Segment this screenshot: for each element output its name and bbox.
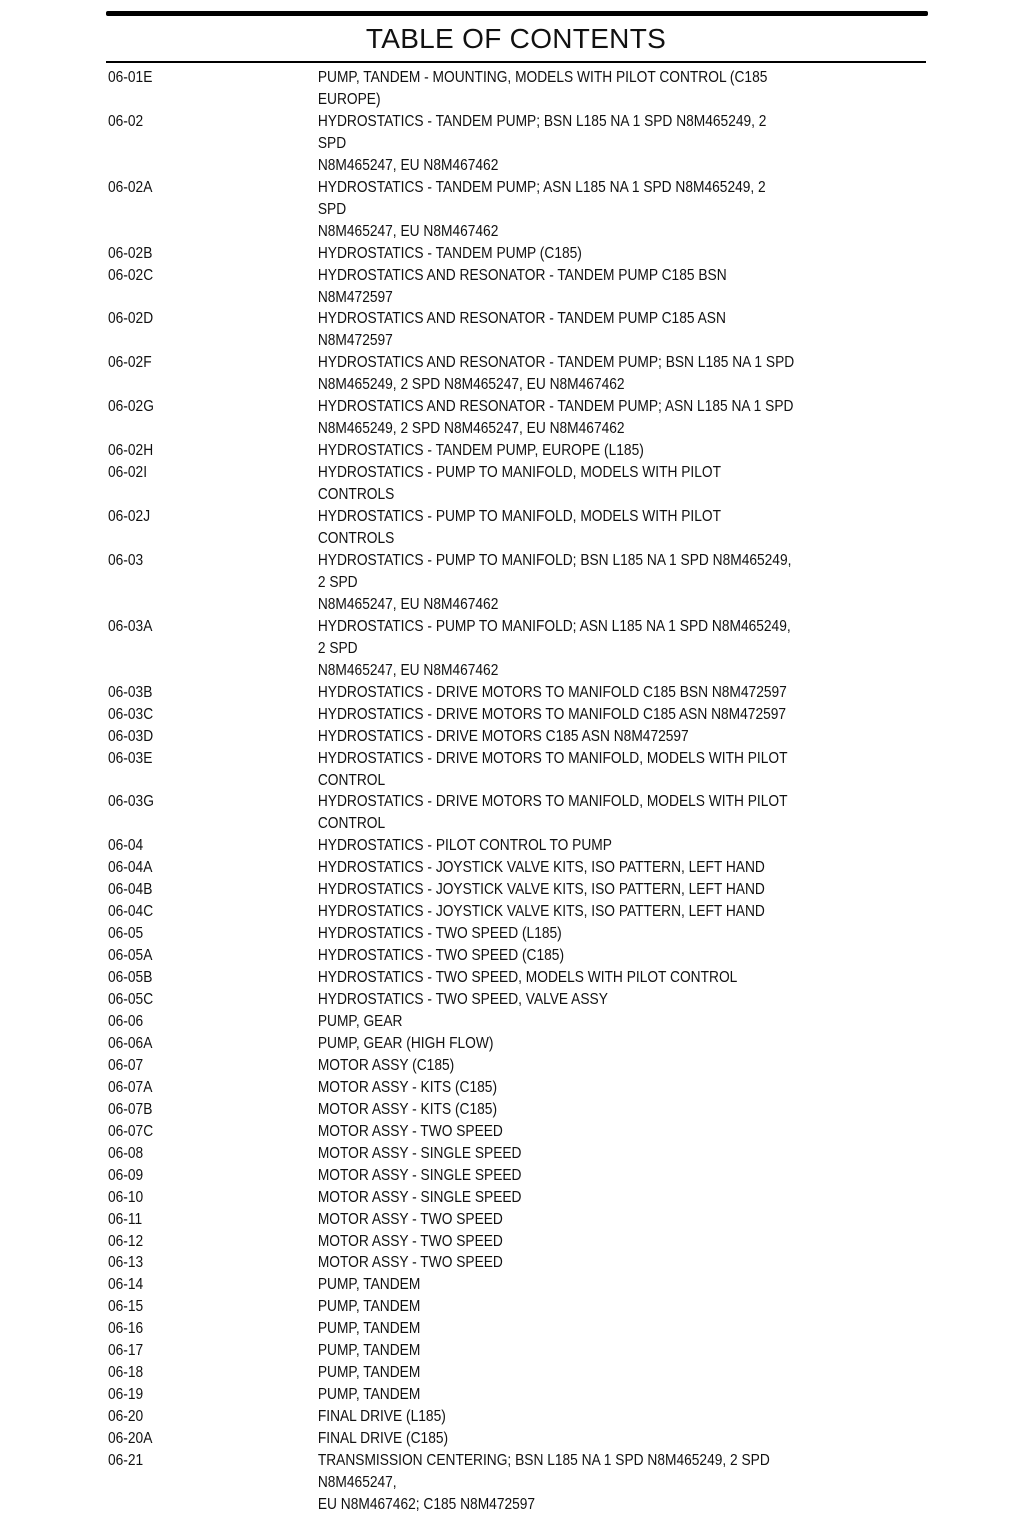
toc-entry-description: HYDROSTATICS - JOYSTICK VALVE KITS, ISO PATTERN, LEFT HAND <box>317 881 765 899</box>
toc-entry-code: 06-12 <box>108 1232 144 1250</box>
toc-entry-code: 06-14 <box>108 1276 144 1294</box>
toc-entry-code: 06-01E <box>108 69 153 86</box>
toc-entry-description: HYDROSTATICS - DRIVE MOTORS C185 ASN N8M472597 <box>317 727 689 745</box>
toc-entry[interactable] <box>108 352 796 396</box>
toc-entry-code: 06-03E <box>108 749 153 767</box>
toc-entry[interactable] <box>108 857 796 879</box>
toc-entry[interactable] <box>108 440 796 462</box>
toc-entry-code: 06-16 <box>108 1320 144 1338</box>
table-of-contents-list <box>108 67 908 1516</box>
page-title: TABLE OF CONTENTS <box>365 23 667 54</box>
toc-entry-code: 06-07B <box>108 1100 153 1118</box>
toc-entry[interactable] <box>108 945 796 967</box>
toc-entry[interactable] <box>108 1143 796 1165</box>
toc-entry-description: HYDROSTATICS AND RESONATOR - TANDEM PUMP; BSN L185 NA 1 SPD N8M465249, 2 SPD N8M465247, EU N8M467462 <box>317 354 795 394</box>
toc-entry-code: 06-20A <box>108 1430 153 1448</box>
toc-entry[interactable] <box>108 1296 796 1318</box>
toc-entry[interactable] <box>108 704 796 726</box>
toc-entry-code: 06-20 <box>108 1408 144 1426</box>
toc-entry[interactable] <box>108 1231 796 1253</box>
toc-entry[interactable] <box>108 748 796 792</box>
toc-entry-code: 06-04A <box>108 859 153 877</box>
toc-entry-code: 06-02B <box>108 244 153 262</box>
toc-entry[interactable] <box>108 111 796 177</box>
toc-entry[interactable] <box>108 1450 796 1516</box>
toc-entry[interactable] <box>108 835 796 857</box>
toc-entry-description: PUMP, TANDEM <box>317 1386 421 1404</box>
toc-entry-code: 06-11 <box>108 1210 143 1228</box>
toc-entry-code: 06-07C <box>108 1122 154 1140</box>
toc-entry-code: 06-06A <box>108 1034 153 1052</box>
toc-entry-description: PUMP, TANDEM <box>317 1298 421 1316</box>
toc-entry[interactable] <box>108 791 796 835</box>
toc-entry-code: 06-13 <box>108 1254 144 1272</box>
toc-entry-description: MOTOR ASSY - SINGLE SPEED <box>317 1144 522 1162</box>
toc-entry-description: PUMP, TANDEM <box>317 1342 421 1360</box>
toc-entry-code: 06-02A <box>108 178 153 196</box>
toc-entry-description: HYDROSTATICS - JOYSTICK VALVE KITS, ISO PATTERN, LEFT HAND <box>317 859 765 877</box>
toc-entry-description: MOTOR ASSY - SINGLE SPEED <box>317 1166 522 1184</box>
toc-entry-description: HYDROSTATICS - TANDEM PUMP; BSN L185 NA 1 SPD N8M465249, 2 SPD N8M465247, EU N8M467462 <box>317 112 767 174</box>
toc-entry-description: MOTOR ASSY - TWO SPEED <box>317 1210 503 1228</box>
toc-entry[interactable] <box>108 1274 796 1296</box>
toc-entry-code: 06-17 <box>108 1342 144 1360</box>
toc-entry[interactable] <box>108 923 796 945</box>
toc-entry[interactable] <box>108 682 796 704</box>
toc-entry[interactable] <box>108 1165 796 1187</box>
toc-entry[interactable] <box>108 1340 796 1362</box>
toc-entry-description: HYDROSTATICS AND RESONATOR - TANDEM PUMP C185 BSN N8M472597 <box>317 266 727 306</box>
toc-entry-code: 06-02H <box>108 442 154 460</box>
toc-entry-description: HYDROSTATICS - PUMP TO MANIFOLD, MODELS WITH PILOT CONTROLS <box>317 508 721 548</box>
toc-entry-description: HYDROSTATICS - DRIVE MOTORS TO MANIFOLD, MODELS WITH PILOT CONTROL <box>317 749 788 789</box>
toc-entry-code: 06-03A <box>108 617 153 635</box>
toc-entry-code: 06-02F <box>108 354 152 372</box>
toc-entry-code: 06-03G <box>108 793 154 811</box>
toc-entry-description: PUMP, TANDEM <box>317 1364 421 1382</box>
toc-entry[interactable] <box>108 901 796 923</box>
toc-entry[interactable] <box>108 616 796 682</box>
toc-entry[interactable] <box>108 726 796 748</box>
toc-entry-code: 06-19 <box>108 1386 144 1404</box>
toc-entry-description: HYDROSTATICS - TANDEM PUMP; ASN L185 NA 1 SPD N8M465249, 2 SPD N8M465247, EU N8M467462 <box>317 178 766 240</box>
toc-entry-code: 06-02 <box>108 112 144 130</box>
toc-entry-description: HYDROSTATICS - TWO SPEED (C185) <box>317 947 565 965</box>
toc-entry[interactable] <box>108 1252 796 1274</box>
toc-entry-description: HYDROSTATICS AND RESONATOR - TANDEM PUMP; ASN L185 NA 1 SPD N8M465249, 2 SPD N8M465247, EU N8M467462 <box>317 398 794 438</box>
toc-entry-description: MOTOR ASSY - TWO SPEED <box>317 1232 503 1250</box>
toc-entry-code: 06-03D <box>108 727 154 745</box>
toc-entry-description: MOTOR ASSY - SINGLE SPEED <box>317 1188 522 1206</box>
toc-entry-code: 06-02I <box>108 464 148 482</box>
toc-entry-description: MOTOR ASSY - TWO SPEED <box>317 1254 503 1272</box>
toc-entry-description: MOTOR ASSY - TWO SPEED <box>317 1122 503 1140</box>
toc-entry[interactable] <box>108 1384 796 1406</box>
toc-entry-description: HYDROSTATICS - DRIVE MOTORS TO MANIFOLD C185 BSN N8M472597 <box>317 683 787 701</box>
toc-entry[interactable] <box>108 308 796 352</box>
toc-entry-code: 06-03B <box>108 683 153 701</box>
toc-entry[interactable] <box>108 1121 796 1143</box>
toc-entry-code: 06-07 <box>108 1056 144 1074</box>
toc-entry-description: PUMP, GEAR <box>317 1012 403 1030</box>
toc-entry-description: HYDROSTATICS - PUMP TO MANIFOLD; BSN L185 NA 1 SPD N8M465249, 2 SPD N8M465247, EU N8M467462 <box>317 551 792 613</box>
toc-entry-code: 06-04B <box>108 881 153 899</box>
toc-entry[interactable] <box>108 1055 796 1077</box>
toc-entry-description: FINAL DRIVE (C185) <box>317 1430 449 1448</box>
toc-entry-description: HYDROSTATICS - TWO SPEED, VALVE ASSY <box>317 991 608 1009</box>
toc-entry-code: 06-07A <box>108 1078 153 1096</box>
toc-entry-code: 06-05 <box>108 925 144 943</box>
toc-entry-code: 06-09 <box>108 1166 144 1184</box>
toc-entry[interactable] <box>108 879 796 901</box>
toc-entry-code: 06-02G <box>108 398 154 416</box>
title-divider <box>106 61 926 63</box>
toc-entry-description: HYDROSTATICS - PILOT CONTROL TO PUMP <box>317 837 612 855</box>
toc-entry-description: HYDROSTATICS - DRIVE MOTORS TO MANIFOLD, MODELS WITH PILOT CONTROL <box>317 793 788 833</box>
toc-entry-code: 06-05A <box>108 947 153 965</box>
toc-entry-code: 06-04C <box>108 903 154 921</box>
toc-entry[interactable] <box>108 1406 796 1428</box>
toc-entry-description: HYDROSTATICS - JOYSTICK VALVE KITS, ISO PATTERN, LEFT HAND <box>317 903 765 921</box>
toc-entry[interactable] <box>108 1428 796 1450</box>
toc-entry-description: HYDROSTATICS - TWO SPEED (L185) <box>317 925 562 943</box>
toc-entry-description: HYDROSTATICS - PUMP TO MANIFOLD, MODELS WITH PILOT CONTROLS <box>317 464 721 504</box>
toc-entry[interactable] <box>108 177 796 243</box>
toc-entry[interactable] <box>108 462 796 506</box>
toc-entry[interactable] <box>108 1011 796 1033</box>
toc-entry[interactable] <box>108 265 796 309</box>
toc-entry[interactable] <box>108 967 796 989</box>
toc-entry[interactable] <box>108 1077 796 1099</box>
toc-entry-description: PUMP, GEAR (HIGH FLOW) <box>317 1034 494 1052</box>
toc-entry-description: PUMP, TANDEM <box>317 1320 421 1338</box>
toc-entry[interactable] <box>108 67 796 111</box>
toc-entry-description: HYDROSTATICS - TWO SPEED, MODELS WITH PILOT CONTROL <box>317 969 738 987</box>
toc-entry[interactable] <box>108 1209 796 1231</box>
toc-entry[interactable] <box>108 989 796 1011</box>
toc-entry-description: HYDROSTATICS - TANDEM PUMP (C185) <box>317 244 582 262</box>
toc-entry-description: HYDROSTATICS - PUMP TO MANIFOLD; ASN L185 NA 1 SPD N8M465249, 2 SPD N8M465247, EU N8M467462 <box>317 617 791 679</box>
toc-entry-description: FINAL DRIVE (L185) <box>317 1408 446 1426</box>
toc-entry-description: HYDROSTATICS AND RESONATOR - TANDEM PUMP C185 ASN N8M472597 <box>317 310 726 350</box>
toc-entry-code: 06-04 <box>108 837 144 855</box>
toc-entry-code: 06-08 <box>108 1144 144 1162</box>
toc-entry-description: MOTOR ASSY - KITS (C185) <box>317 1078 498 1096</box>
toc-entry[interactable] <box>108 243 796 265</box>
toc-entry[interactable] <box>108 550 796 616</box>
toc-entry-code: 06-05C <box>108 991 154 1009</box>
toc-entry-code: 06-18 <box>108 1364 144 1382</box>
toc-entry-code: 06-02C <box>108 266 154 284</box>
toc-entry-code: 06-10 <box>108 1188 144 1206</box>
toc-entry-code: 06-02D <box>108 310 154 328</box>
header-top-rule <box>106 11 928 16</box>
toc-entry[interactable] <box>108 1362 796 1384</box>
toc-entry[interactable] <box>108 396 796 440</box>
toc-entry-code: 06-03 <box>108 551 144 569</box>
toc-entry-code: 06-05B <box>108 969 153 987</box>
toc-entry-description: MOTOR ASSY - KITS (C185) <box>317 1100 498 1118</box>
toc-entry-description: HYDROSTATICS - DRIVE MOTORS TO MANIFOLD C185 ASN N8M472597 <box>317 705 787 723</box>
toc-entry[interactable] <box>108 1318 796 1340</box>
toc-entry-description: HYDROSTATICS - TANDEM PUMP, EUROPE (L185) <box>317 442 644 460</box>
toc-entry[interactable] <box>108 1187 796 1209</box>
toc-entry-code: 06-06 <box>108 1012 144 1030</box>
toc-entry-code: 06-03C <box>108 705 154 723</box>
toc-entry-code: 06-02J <box>108 508 151 526</box>
toc-entry-code: 06-15 <box>108 1298 144 1316</box>
toc-entry-description: TRANSMISSION CENTERING; BSN L185 NA 1 SPD N8M465249, 2 SPD N8M465247, EU N8M467462; C185 N8M472597 <box>317 1452 770 1513</box>
toc-entry[interactable] <box>108 506 796 550</box>
toc-entry[interactable] <box>108 1099 796 1121</box>
toc-entry-description: PUMP, TANDEM - MOUNTING, MODELS WITH PILOT CONTROL (C185 EUROPE) <box>317 69 768 108</box>
toc-entry-description: MOTOR ASSY (C185) <box>317 1056 455 1074</box>
toc-entry-description: PUMP, TANDEM <box>317 1276 421 1294</box>
toc-entry-code: 06-21 <box>108 1452 144 1470</box>
toc-entry[interactable] <box>108 1033 796 1055</box>
